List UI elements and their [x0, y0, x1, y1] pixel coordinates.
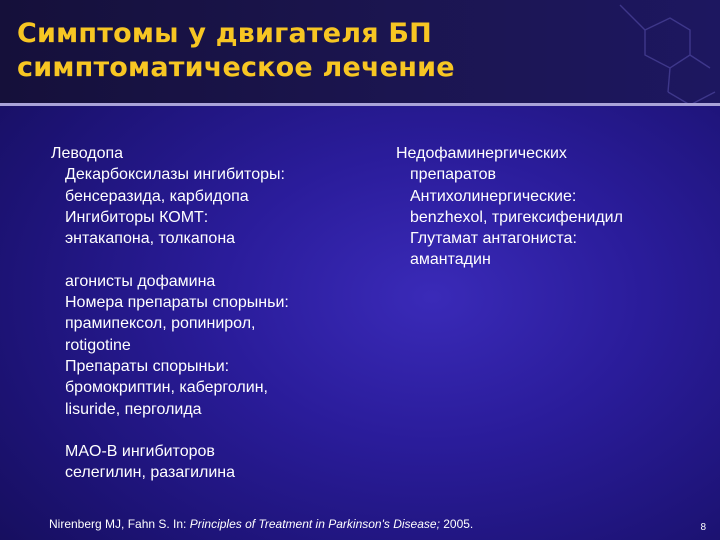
list-item: Леводопа [51, 145, 124, 162]
list-item: benzhexol, тригексифенидил [410, 208, 623, 226]
list-item: Ингибиторы КОМТ: [65, 208, 209, 226]
slide-title-line-2: симптоматическое лечение [17, 52, 455, 83]
list-item: агонисты дофамина [65, 272, 216, 290]
list-item: Глутамат антагониста: [410, 230, 577, 248]
citation-authors: Nirenberg MJ, Fahn S. In: [49, 517, 190, 531]
list-item: энтакапона, толкапона [65, 230, 236, 248]
list-item: Недофаминергических [396, 145, 567, 162]
title-divider [0, 103, 720, 106]
list-item: амантадин [410, 251, 491, 269]
spacer [51, 420, 371, 441]
list-item: Декарбоксилазы ингибиторы: [65, 166, 285, 184]
citation-book-title: Principles of Treatment in Parkinson's Disease; [189, 517, 440, 531]
list-item: lisuride, перголида [65, 400, 202, 418]
list-item: селегилин, разагилина [65, 464, 236, 482]
spacer [51, 249, 371, 270]
list-item: Препараты спорыньи: [65, 357, 230, 375]
list-item: Номера препараты спорыньи: [65, 294, 289, 312]
list-item: бромокриптин, каберголин, [65, 379, 268, 397]
list-item: MAO-B ингибиторов [65, 443, 215, 461]
right-column [396, 143, 706, 271]
list-item: бенсеразида, карбидопа [65, 187, 249, 205]
slide-title [17, 17, 455, 85]
list-item: прамипексол, ропинирол, [65, 315, 256, 333]
page-number: 8 [700, 522, 706, 533]
list-item: Антихолинергические: [410, 187, 577, 205]
left-column [51, 143, 371, 484]
citation-footnote [49, 517, 473, 531]
slide-title-line-1: Симптомы у двигателя БП [17, 18, 432, 49]
list-item: препаратов [410, 166, 497, 184]
list-item: rotigotine [65, 336, 131, 354]
citation-year: 2005. [439, 517, 474, 531]
